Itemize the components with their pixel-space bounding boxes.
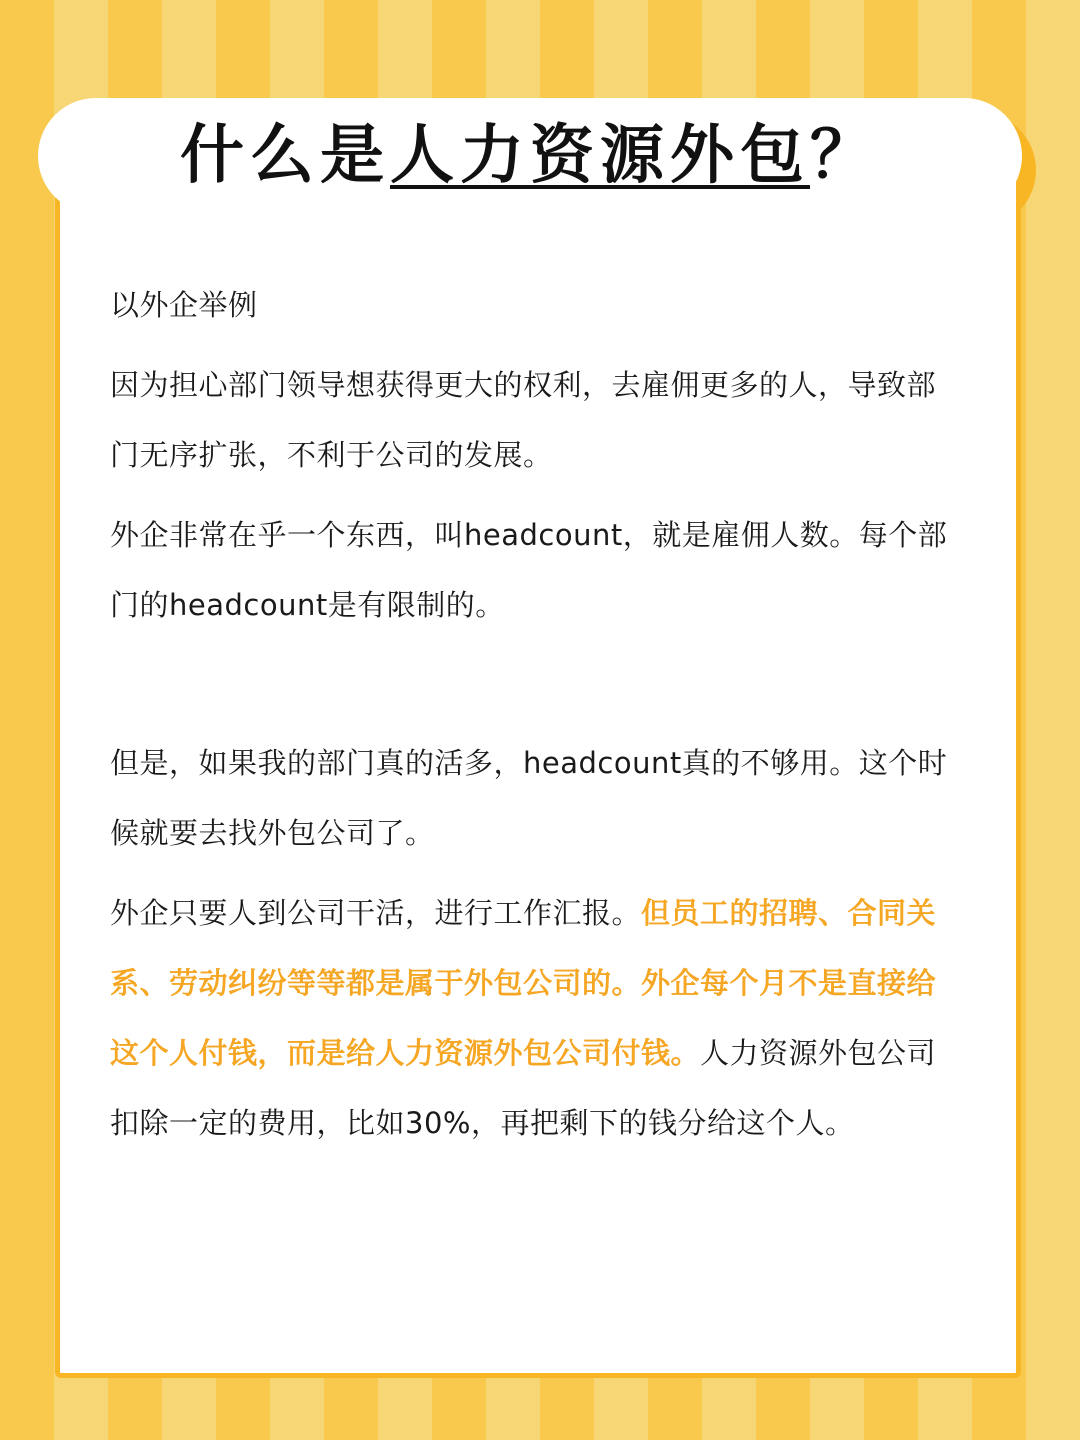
paragraph-headcount: 外企非常在乎一个东西，叫headcount，就是雇佣人数。每个部门的headcount是有限制的。 <box>110 518 948 622</box>
title-underlined: 人力资源外包 <box>390 119 810 193</box>
title-banner <box>38 98 1022 214</box>
paragraph-payment <box>110 878 950 1158</box>
paragraph-reason: 因为担心部门领导想获得更大的权利，去雇佣更多的人，导致部门无序扩张，不利于公司的发展。 <box>110 368 937 472</box>
payment-end: 人力资源外包公司扣除一定的费用，比如30%，再把剩下的钱分给这个人。 <box>110 1036 937 1140</box>
paragraph-outsourcing: 但是，如果我的部门真的活多，headcount真的不够用。这个时候就要去找外包公司了。 <box>110 746 948 850</box>
payment-highlight: 但员工的招聘、合同关系、劳动纠纷等等都是属于外包公司的。外企每个月不是直接给这个人付钱，而是给人力资源外包公司付钱。 <box>110 896 937 1070</box>
paragraph-intro: 以外企举例 <box>110 288 258 322</box>
page-title <box>180 119 880 193</box>
title-suffix: ？ <box>810 119 880 193</box>
title-prefix: 什么是 <box>180 119 390 193</box>
article-body <box>110 270 950 1168</box>
payment-start: 外企只要人到公司干活，进行工作汇报。 <box>110 896 642 930</box>
